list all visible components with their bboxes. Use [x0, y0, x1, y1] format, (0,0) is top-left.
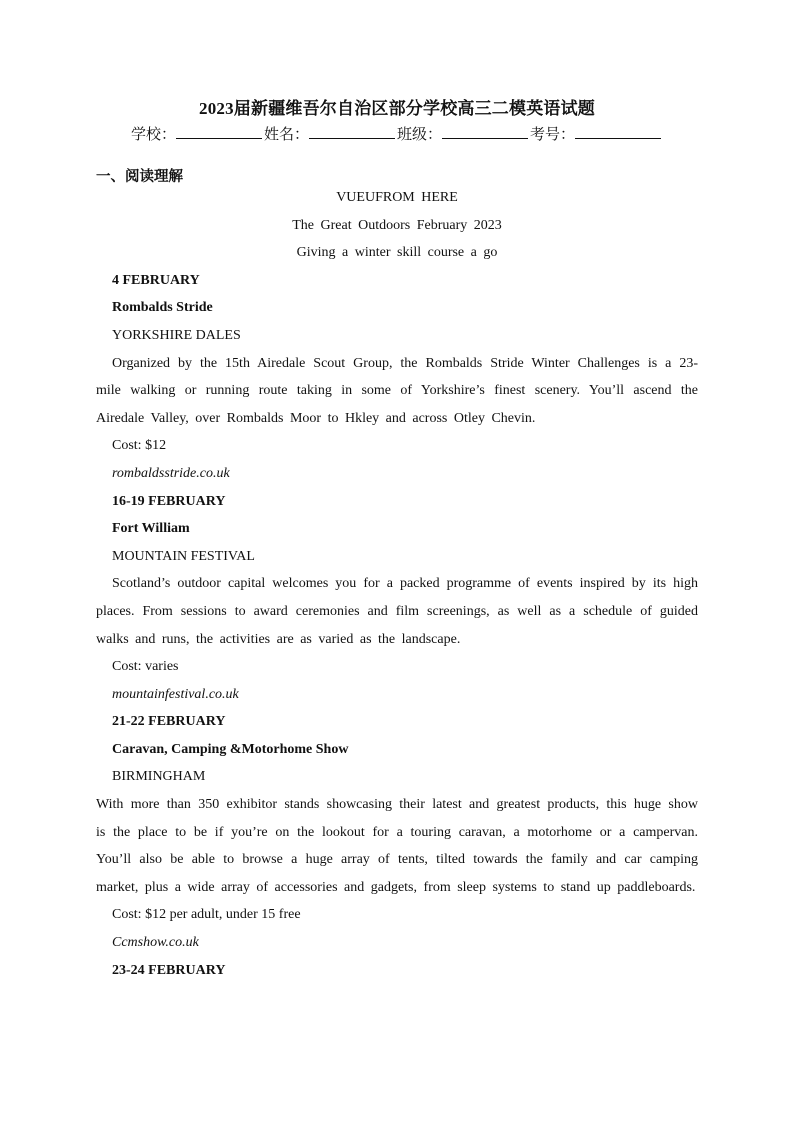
event-name: Caravan, Camping &Motorhome Show — [112, 741, 349, 757]
event-description: Organized by the 15th Airedale Scout Group, the Rombalds Stride Winter Challenges is a 23-mile walking or running route taking in some of Yorkshire’s finest scenery. You’ll ascend the Airedale Valley, over Rombalds Moor to Hkley and across Otley Chevin. — [96, 355, 698, 426]
article-tagline: Giving a winter skill course a go — [296, 245, 498, 261]
school-blank[interactable] — [176, 124, 262, 139]
event-description: With more than 350 exhibitor stands showcasing their latest and greatest products, this huge show is the place to be if you’re on the lookout for a touring caravan, a motorhome or a campervan. You’ll also be able to browse a huge array of tents, tilted towards the family and car camping market, plus a wide array of accessories and gadgets, from sleep systems to stand up paddleboards. — [96, 797, 698, 895]
school-label: 学校： — [130, 127, 176, 143]
class-blank[interactable] — [442, 124, 528, 139]
student-info-line — [0, 124, 794, 146]
event-cost: Cost: varies — [112, 659, 179, 675]
name-blank[interactable] — [309, 124, 395, 139]
article-masthead: VUEUFROM HERE — [336, 190, 458, 205]
event-location: MOUNTAIN FESTIVAL — [112, 548, 255, 564]
event-location: YORKSHIRE DALES — [112, 327, 241, 343]
number-blank[interactable] — [575, 124, 661, 139]
event-date: 4 FEBRUARY — [112, 272, 200, 288]
event-name: Fort William — [112, 521, 190, 537]
name-label: 姓名： — [263, 127, 309, 143]
event-website: Ccmshow.co.uk — [112, 935, 199, 951]
exam-title: 2023届新疆维吾尔自治区部分学校高三二模英语试题 — [199, 99, 595, 118]
event-cost: Cost: $12 per adult, under 15 free — [112, 907, 301, 923]
article-body — [96, 184, 698, 984]
event-cost: Cost: $12 — [112, 438, 167, 454]
event-date: 21-22 FEBRUARY — [112, 714, 226, 730]
article-issue: The Great Outdoors February 2023 — [292, 217, 502, 233]
event-website: rombaldsstride.co.uk — [112, 465, 230, 481]
event-name: Rombalds Stride — [112, 300, 213, 316]
event-date: 23-24 FEBRUARY — [112, 962, 226, 978]
event-website: mountainfestival.co.uk — [112, 686, 239, 702]
event-date: 16-19 FEBRUARY — [112, 493, 226, 509]
class-label: 班级： — [397, 127, 443, 143]
section-heading: 一、阅读理解 — [96, 169, 183, 185]
event-description: Scotland’s outdoor capital welcomes you for a packed programme of events inspired by its high places. From sessions to award ceremonies and film screenings, as well as a schedule of guided walks and runs, the activities are as varied as the landscape. — [96, 576, 698, 647]
event-location: BIRMINGHAM — [112, 769, 206, 785]
number-label: 考号： — [530, 127, 576, 143]
